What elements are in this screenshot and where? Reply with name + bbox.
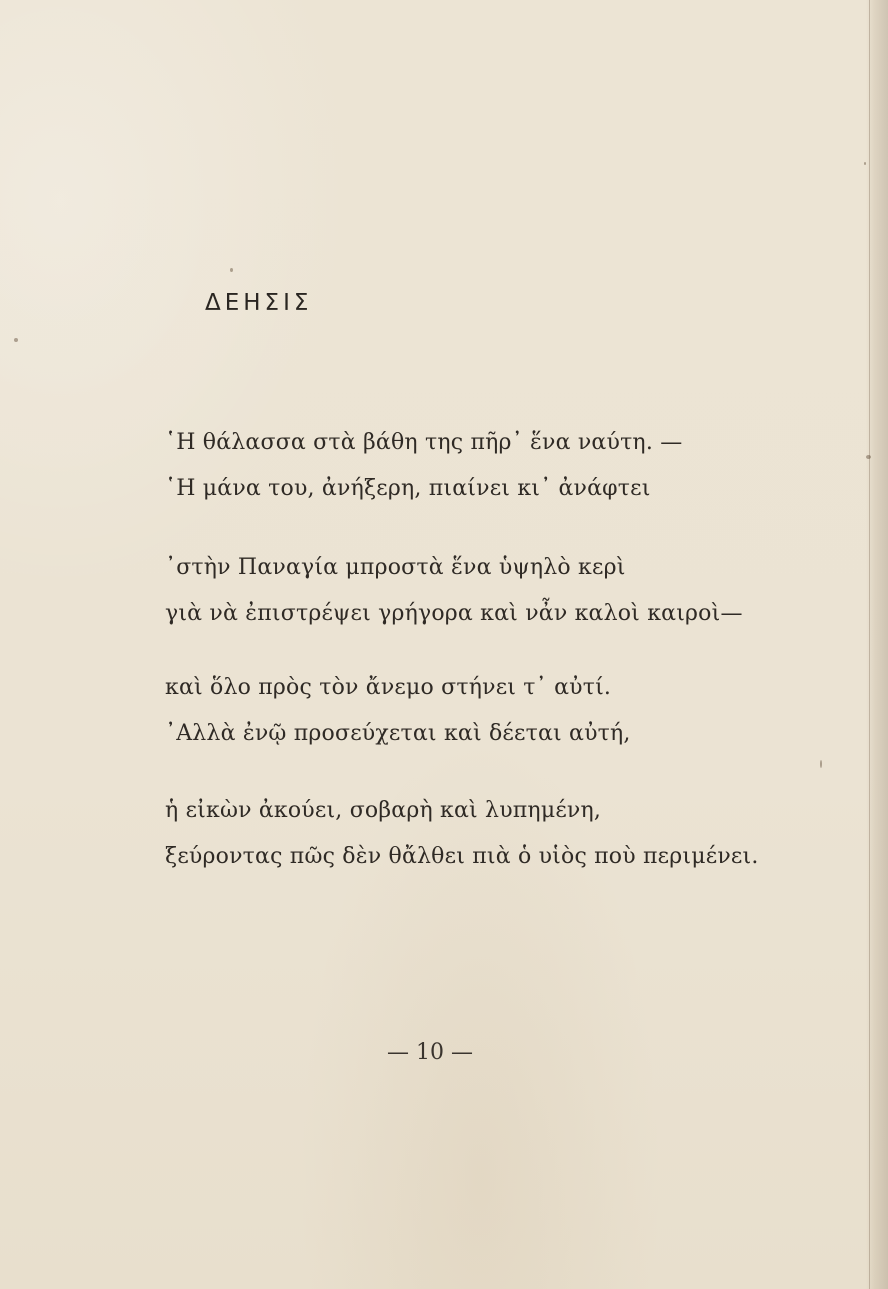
poem-line: ῾Η μάνα του, ἀνήξερη, πιαίνει κι᾽ ἀνάφτει xyxy=(165,476,651,501)
poem-line: ξεύροντας πῶς δὲν θἄλθει πιὰ ὁ υἱὸς ποὺ περιμένει. xyxy=(165,844,759,869)
poem-line: καὶ ὅλο πρὸς τὸν ἄνεμο στήνει τ᾽ αὐτί. xyxy=(165,675,612,700)
stanza xyxy=(165,788,785,880)
paper-speck xyxy=(14,338,18,342)
page-number: — 10 — xyxy=(387,1040,473,1065)
paper-speck xyxy=(866,455,871,459)
paper-speck xyxy=(864,162,866,165)
page-edge-line xyxy=(869,0,870,1289)
poem-title: ΔΕΗΣΙΣ xyxy=(205,290,313,316)
stanza xyxy=(165,420,785,512)
poem-line: ᾽Αλλὰ ἐνῷ προσεύχεται καὶ δέεται αὐτή, xyxy=(165,721,631,746)
paper-speck xyxy=(230,268,233,272)
poem-line: γιὰ νὰ ἐπιστρέψει γρήγορα καὶ νἆν καλοὶ καιροὶ— xyxy=(165,601,743,626)
poem-line: ᾽στὴν Παναγία μπροστὰ ἕνα ὑψηλὸ κερὶ xyxy=(165,555,626,580)
stanza xyxy=(165,665,785,757)
poem-line: ἡ εἰκὼν ἀκούει, σοβαρὴ καὶ λυπημένη, xyxy=(165,798,602,823)
stanza xyxy=(165,545,785,637)
paper-speck xyxy=(820,760,822,768)
poem-line: ῾Η θάλασσα στὰ βάθη της πῆρ᾽ ἕνα ναύτη. — xyxy=(165,430,683,455)
